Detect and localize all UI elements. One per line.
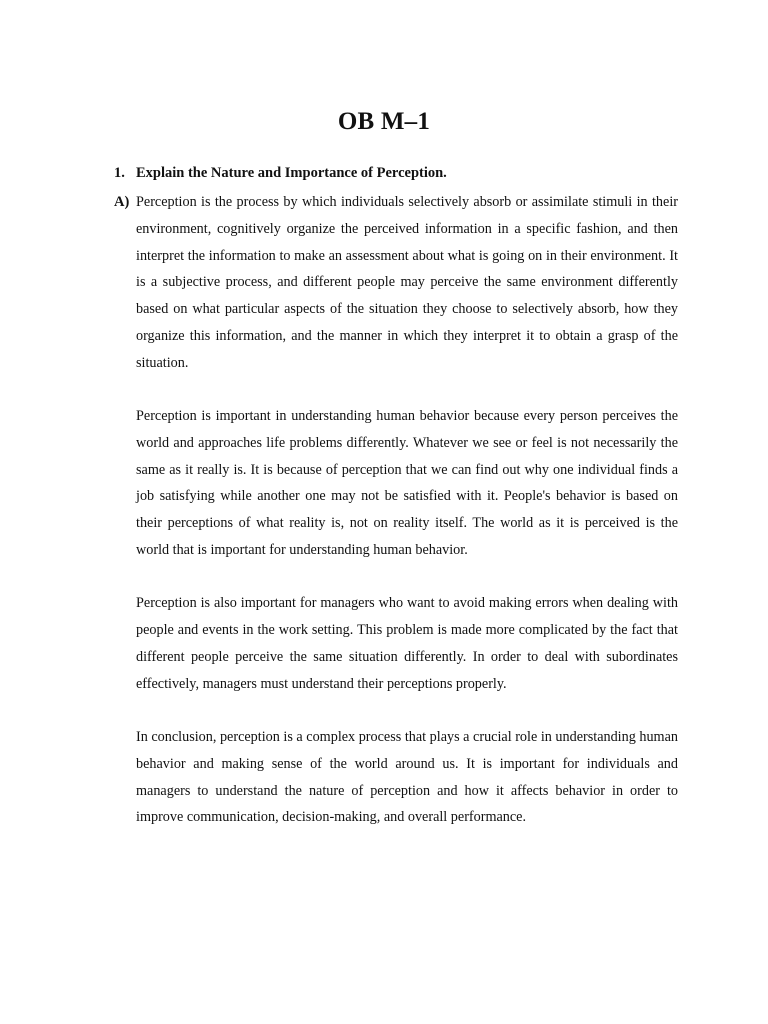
question-text: Explain the Nature and Importance of Perception. — [136, 165, 447, 181]
answer-paragraph-4: In conclusion, perception is a complex process that plays a crucial role in understanding human behavior and making sense of the world around us. It is important for individuals and managers to understand the nature of perception and how it affects behavior in order to improve communication, decision-making, and overall performance. — [136, 729, 678, 826]
page-title: OB M–1 — [337, 108, 431, 135]
answer-marker: A) — [114, 194, 130, 210]
answer-paragraph-2: Perception is important in understanding human behavior because every person perceives the world and approaches life problems differently. Whatever we see or feel is not necessarily the same as it really is. It is because of perception that we can find out why one individual finds a job satisfying while another one may not be satisfied with it. People's behavior is based on their perceptions of what reality is, not on reality itself. The world as it is perceived is the world that is important for understanding human behavior. — [136, 408, 678, 559]
answer-paragraph-3: Perception is also important for managers who want to avoid making errors when dealing with people and events in the work setting. This problem is made more complicated by the fact that different people perceive the same situation differently. In order to deal with subordinates effectively, managers must understand their perceptions properly. — [136, 595, 678, 692]
question-number: 1. — [114, 165, 125, 181]
question-heading — [114, 163, 674, 183]
answer-paragraph-1: Perception is the process by which individuals selectively absorb or assimilate stimuli in their environment, cognitively organize the perceived information in a specific fashion, and then interpret the information to make an assessment about what is going on in their environment. It is a subjective process, and different people may perceive the same environment differently based on what particular aspects of the situation they choose to selectively absorb, how they organize this information, and the manner in which they interpret it to obtain a grasp of the situation. — [136, 194, 678, 371]
answer-body — [136, 189, 678, 831]
